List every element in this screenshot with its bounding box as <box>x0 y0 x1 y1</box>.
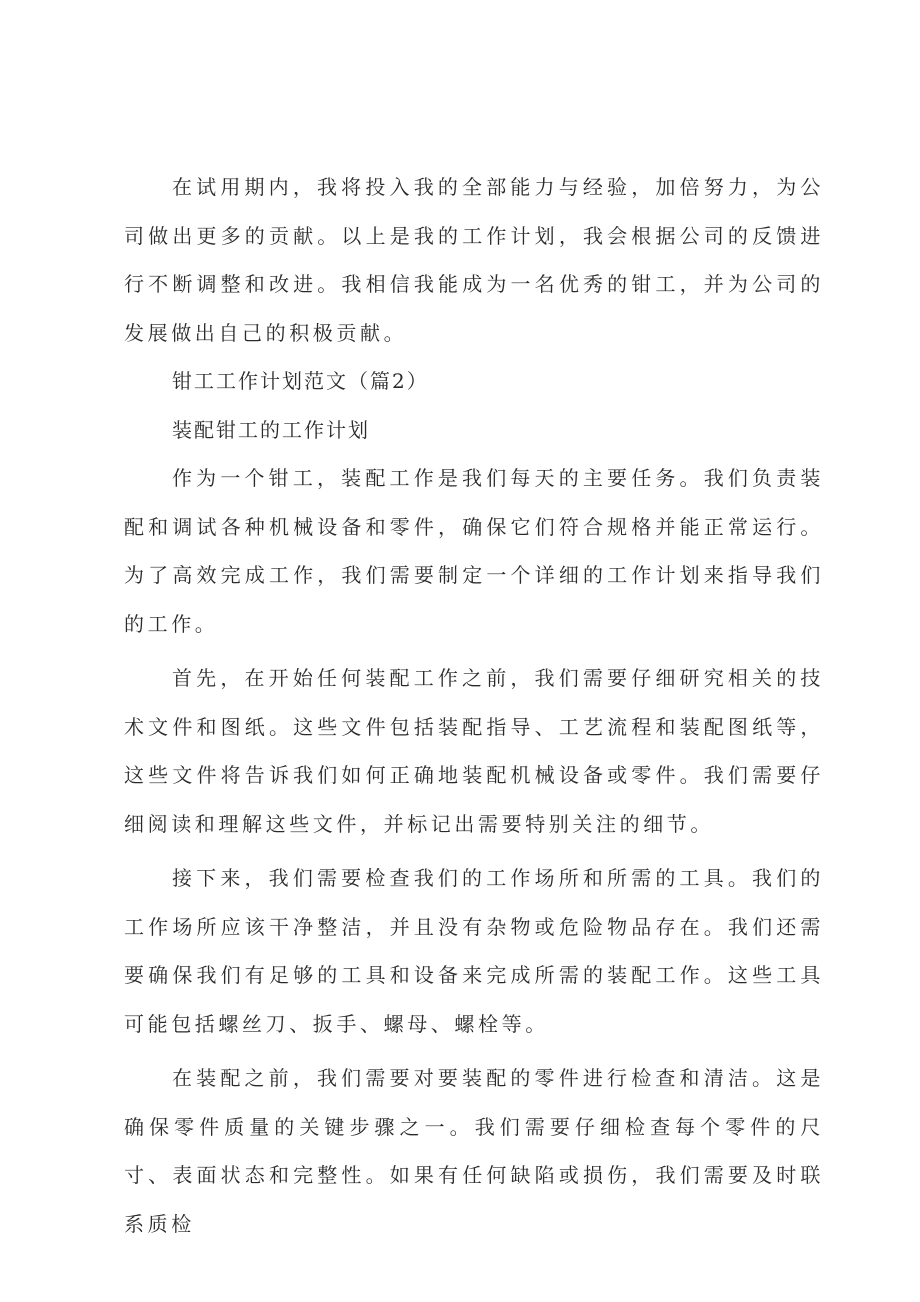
paragraph-assembly-intro: 作为一个钳工，装配工作是我们每天的主要任务。我们负责装配和调试各种机械设备和零件，确保它们符合规格并能正常运行。为了高效完成工作，我们需要制定一个详细的工作计划来指导我们的工作。 <box>124 466 824 636</box>
paragraph-inspect-parts: 在装配之前，我们需要对要装配的零件进行检查和清洁。这是确保零件质量的关键步骤之一。我们需要仔细检查每个零件的尺寸、表面状态和完整性。如果有任何缺陷或损伤，我们需要及时联系质检 <box>124 1066 824 1236</box>
paragraph-study-documents: 首先，在开始任何装配工作之前，我们需要仔细研究相关的技术文件和图纸。这些文件包括装配指导、工艺流程和装配图纸等，这些文件将告诉我们如何正确地装配机械设备或零件。我们需要仔细阅读和理解这些文件，并标记出需要特别关注的细节。 <box>124 666 824 836</box>
paragraph-check-workplace-tools: 接下来，我们需要检查我们的工作场所和所需的工具。我们的工作场所应该干净整洁，并且没有杂物或危险物品存在。我们还需要确保我们有足够的工具和设备来完成所需的装配工作。这些工具可能包括螺丝刀、扳手、螺母、螺栓等。 <box>124 866 824 1036</box>
section-title-sample-2: 钳工工作计划范文（篇2） <box>172 369 429 393</box>
section-subtitle-assembly-plan: 装配钳工的工作计划 <box>172 417 370 442</box>
paragraph-trial-period-conclusion: 在试用期内，我将投入我的全部能力与经验，加倍努力，为公司做出更多的贡献。以上是我的工作计划，我会根据公司的反馈进行不断调整和改进。我相信我能成为一名优秀的钳工，并为公司的发展做出自己的积极贡献。 <box>124 175 824 345</box>
document-body <box>124 163 824 1248</box>
